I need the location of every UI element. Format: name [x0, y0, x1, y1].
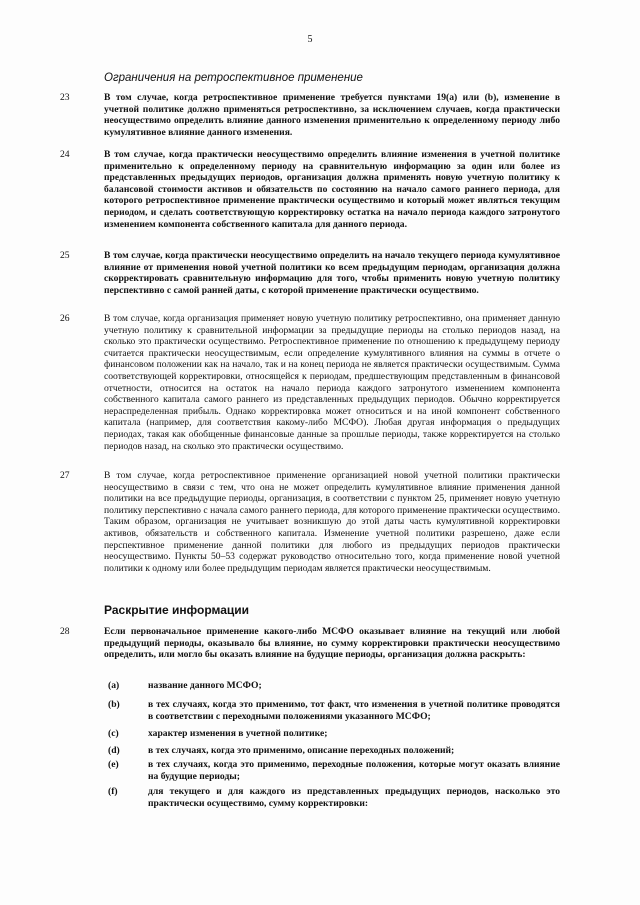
list-item-label: (c)	[108, 728, 119, 739]
paragraph-text: В том случае, когда организация применяет новую учетную политику ретроспективно, она применяет данную учетную политику к сравнительной информации за предыдущие периоды на столько периодов назад, на сколько это практически осуществимо. Ретроспективное применение по отношению к предыдущему периоду считается практически неосуществимым, если определение кумулятивного влияния на суммы в отчете о финансовом положении как на начало, так и на конец периода не является практически осуществимым. Сумма соответствующей корректировки, относящейся к периодам, предшествующим представленным в финансовой отчетности, относится на остаток на начало периода каждого затронутого изменением компонента собственного капитала самого раннего из представленных предыдущих периодов. Обычно корректируется нераспределенная прибыль. Однако корректировка может относиться и на иной компонент собственного капитала (например, для соответствия какому-либо МСФО). Любая другая информация о предыдущих периодах, такая как обобщенные финансовые данные за прошлые периоды, также корректируется на столько периодов назад, на сколько это практически осуществимо.	[104, 313, 560, 452]
list-item-text: характер изменения в учетной политике;	[148, 728, 328, 739]
paragraph-number: 25	[60, 250, 70, 261]
paragraph-text: В том случае, когда практически неосуществимо определить влияние изменения в учетной политике применительно к определенному периоду на сравнительную информацию за один или более из представленных предыдущих периодов, организация должна применять новую учетную политику к балансовой стоимости активов и обязательств по состоянию на начало самого раннего периода, для которого ретроспективное применение практически осуществимо и который может являться текущим периодом, и сделать соответствующую корректировку остатка на начало периода каждого затронутого изменением компонента собственного капитала для данного периода.	[104, 149, 560, 230]
list-item-text: в тех случаях, когда это применимо, описание переходных положений;	[148, 745, 455, 756]
paragraph-text: В том случае, когда практически неосуществимо определить на начало текущего периода кумулятивное влияние от применения новой учетной политики ко всем предыдущим периодам, организация должна скорректировать сравнительную информацию для того, чтобы применить новую учетную политику перспективно с самой ранней даты, с которой применение практически осуществимо.	[104, 250, 560, 296]
list-item-label: (a)	[108, 680, 120, 691]
list-item-label: (b)	[108, 699, 120, 710]
paragraph-text: Если первоначальное применение какого-либо МСФО оказывает влияние на текущий или любой предыдущий периоды, оказывало бы влияние, но сумму корректировки практически неосуществимо определить, или могло бы оказать влияние на будущие периоды, организация должна раскрыть:	[104, 626, 560, 661]
paragraph-text: В том случае, когда ретроспективное применение организацией новой учетной политики практически неосуществимо в связи с тем, что она не может определить кумулятивное влияние применения данной политики на все предыдущие периоды, организация, в соответствии с пунктом 25, применяет новую учетную политику перспективно с начала самого раннего периода, для которого применение практически осуществимо. Таким образом, организация не учитывает возникшую до этой даты часть кумулятивной корректировки активов, обязательств и собственного капитала. Изменение учетной политики разрешено, даже если перспективное применение данной политики для любого из предыдущих периодов практически неосуществимо. Пункты 50–53 содержат руководство относительно того, когда применение новой учетной политики к одному или более предыдущим периодам является практически неосуществимым.	[104, 470, 560, 574]
paragraph-number: 24	[60, 149, 70, 160]
list-item-text: в тех случаях, когда это применимо, тот факт, что изменения в учетной политике проводятся в соответствии с переходными положениями указанного МСФО;	[148, 699, 560, 722]
section-heading-disclosure: Раскрытие информации	[104, 603, 250, 617]
paragraph-number: 28	[60, 626, 70, 637]
paragraph-number: 23	[60, 92, 70, 103]
list-item-text: название данного МСФО;	[148, 680, 262, 691]
list-item-text: для текущего и для каждого из представленных предыдущих периодов, насколько это практически осуществимо, сумму корректировки:	[148, 786, 560, 809]
page-number: 5	[307, 34, 313, 45]
list-item-label: (d)	[108, 745, 120, 756]
list-item-text: в тех случаях, когда это применимо, переходные положения, которые могут оказать влияние на будущие периоды;	[148, 759, 560, 782]
list-item-label: (e)	[108, 759, 119, 770]
paragraph-text: В том случае, когда ретроспективное применение требуется пунктами 19(a) или (b), изменение в учетной политике должно применяться ретроспективно, за исключением случаев, когда практически неосуществимо определить влияние данного изменения применительно к определенному периоду либо кумулятивное влияние данного изменения.	[104, 92, 560, 138]
paragraph-number: 27	[60, 470, 70, 481]
paragraph-number: 26	[60, 313, 70, 324]
section-heading-retrospective: Ограничения на ретроспективное применение	[104, 72, 363, 84]
list-item-label: (f)	[108, 786, 118, 797]
